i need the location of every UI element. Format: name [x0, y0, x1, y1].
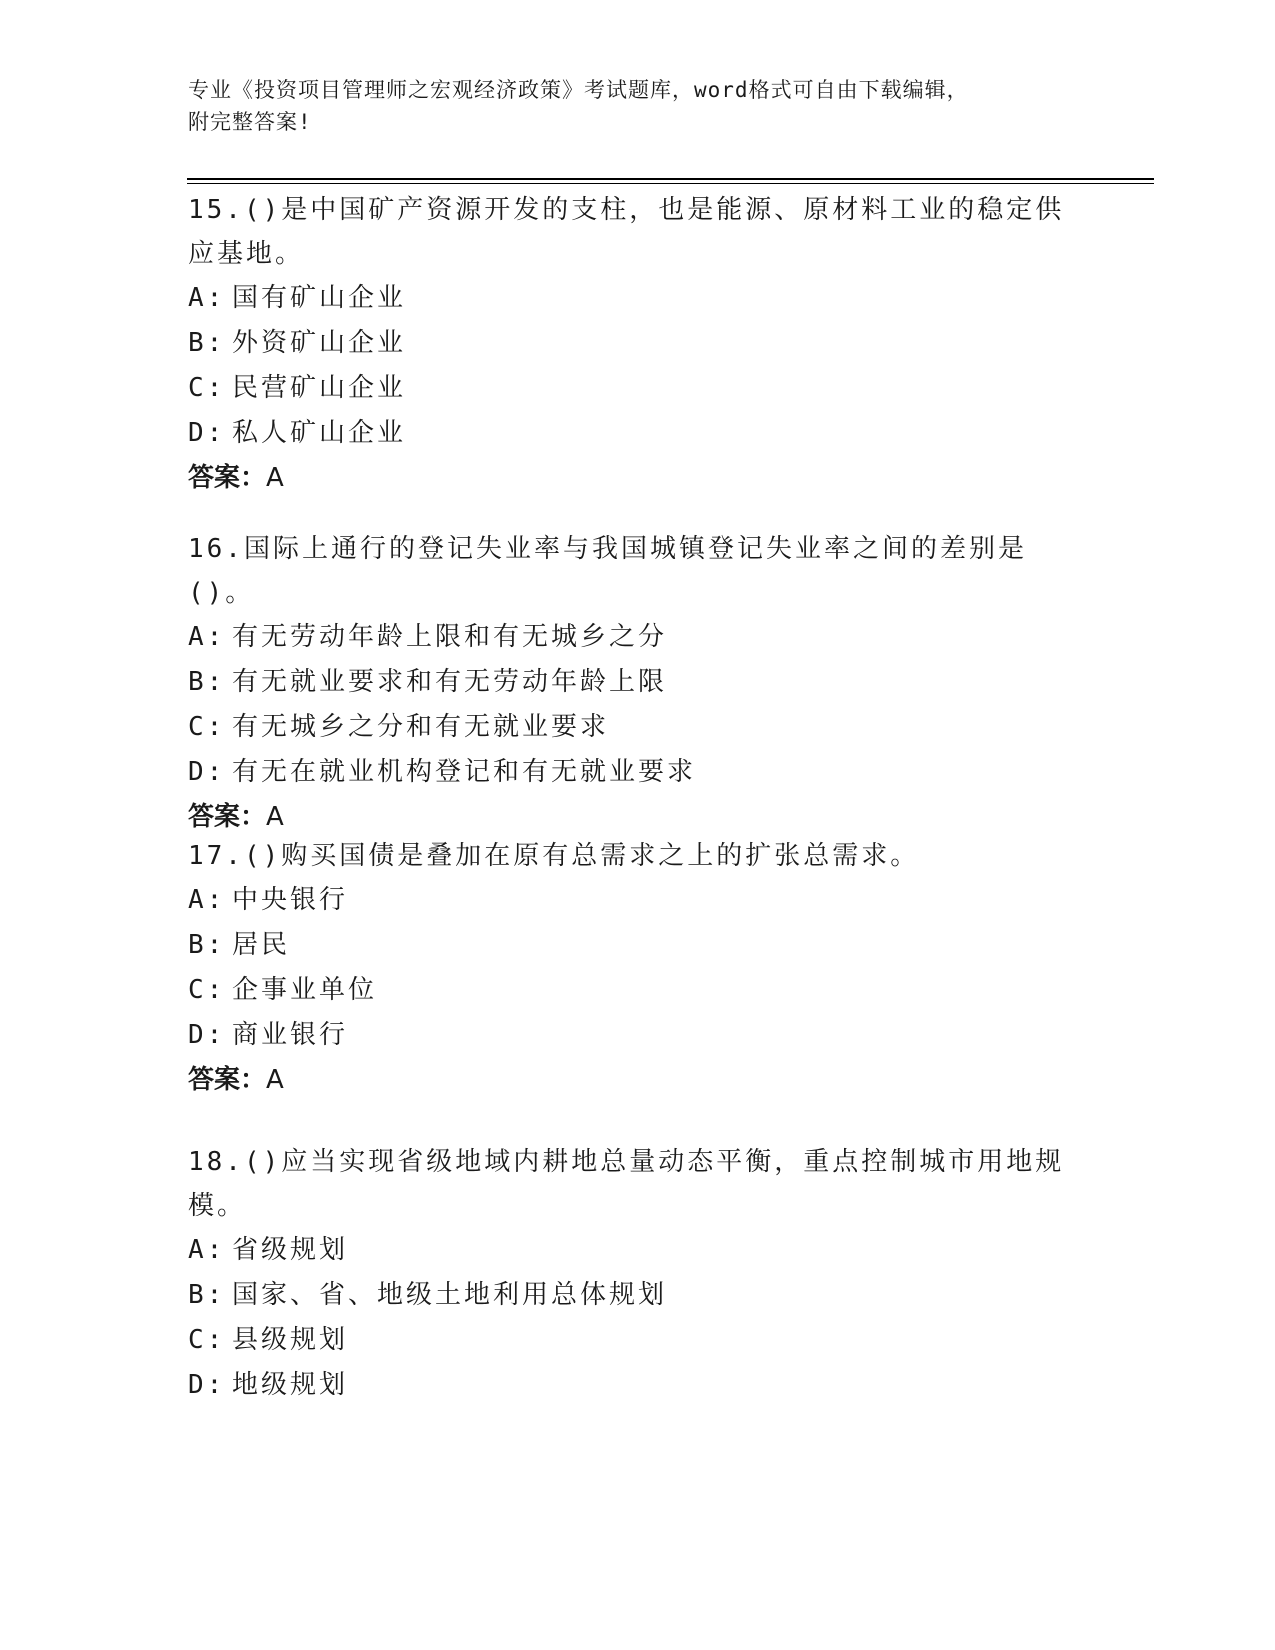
option-letter: A: [188, 885, 226, 915]
answer-value: A [266, 1065, 284, 1095]
option-a [188, 276, 1088, 321]
option-text: 有无劳动年龄上限和有无城乡之分 [232, 622, 668, 652]
answer [188, 1058, 1088, 1103]
question-stem: 17.()购买国债是叠加在原有总需求之上的扩张总需求。 [188, 841, 920, 871]
question-stem: 18.()应当实现省级地域内耕地总量动态平衡，重点控制城市用地规模。 [188, 1147, 1065, 1221]
option-letter: C: [188, 712, 226, 742]
option-c [188, 705, 1088, 750]
answer-value: A [266, 463, 284, 493]
document-header [188, 74, 1068, 138]
option-c [188, 968, 1088, 1013]
question-16 [188, 527, 1088, 840]
option-letter: A: [188, 283, 226, 313]
option-text: 地级规划 [232, 1370, 349, 1400]
option-b [188, 321, 1088, 366]
option-text: 私人矿山企业 [232, 418, 407, 448]
option-c [188, 1318, 1088, 1363]
option-text: 外资矿山企业 [232, 328, 407, 358]
question-stem: 15.()是中国矿产资源开发的支柱，也是能源、原材料工业的稳定供应基地。 [188, 195, 1065, 269]
option-letter: B: [188, 667, 226, 697]
question-17 [188, 834, 1088, 1103]
header-line-1: 专业《投资项目管理师之宏观经济政策》考试题库，word格式可自由下载编辑， [188, 78, 969, 102]
answer-label: 答案： [188, 802, 267, 832]
header-divider [187, 178, 1154, 180]
option-text: 县级规划 [232, 1325, 349, 1355]
answer-value: A [266, 802, 284, 832]
option-letter: B: [188, 1280, 226, 1310]
option-letter: D: [188, 1370, 226, 1400]
option-text: 中央银行 [232, 885, 349, 915]
header-line-2: 附完整答案! [188, 110, 312, 134]
option-d [188, 1013, 1088, 1058]
option-text: 企事业单位 [232, 975, 378, 1005]
option-d [188, 750, 1088, 795]
question-15 [188, 188, 1088, 501]
option-text: 有无城乡之分和有无就业要求 [232, 712, 610, 742]
option-letter: B: [188, 930, 226, 960]
question-18 [188, 1140, 1088, 1408]
option-letter: A: [188, 1235, 226, 1265]
option-letter: D: [188, 418, 226, 448]
option-text: 省级规划 [232, 1235, 349, 1265]
option-letter: D: [188, 1020, 226, 1050]
option-letter: C: [188, 373, 226, 403]
option-a [188, 615, 1088, 660]
option-a [188, 1228, 1088, 1273]
option-text: 商业银行 [232, 1020, 349, 1050]
option-text: 居民 [232, 930, 291, 960]
option-letter: C: [188, 1325, 226, 1355]
option-d [188, 411, 1088, 456]
option-letter: C: [188, 975, 226, 1005]
option-b [188, 1273, 1088, 1318]
option-text: 民营矿山企业 [232, 373, 407, 403]
answer-label: 答案： [188, 1065, 267, 1095]
header-divider-thin [187, 183, 1154, 184]
option-letter: D: [188, 757, 226, 787]
option-c [188, 366, 1088, 411]
option-text: 有无就业要求和有无劳动年龄上限 [232, 667, 668, 697]
option-letter: B: [188, 328, 226, 358]
question-stem: 16.国际上通行的登记失业率与我国城镇登记失业率之间的差别是()。 [188, 534, 1027, 608]
option-text: 有无在就业机构登记和有无就业要求 [232, 757, 697, 787]
option-b [188, 923, 1088, 968]
option-text: 国家、省、地级土地利用总体规划 [232, 1280, 668, 1310]
option-a [188, 878, 1088, 923]
option-b [188, 660, 1088, 705]
option-d [188, 1363, 1088, 1408]
answer-label: 答案： [188, 463, 267, 493]
option-letter: A: [188, 622, 226, 652]
option-text: 国有矿山企业 [232, 283, 407, 313]
answer [188, 456, 1088, 501]
